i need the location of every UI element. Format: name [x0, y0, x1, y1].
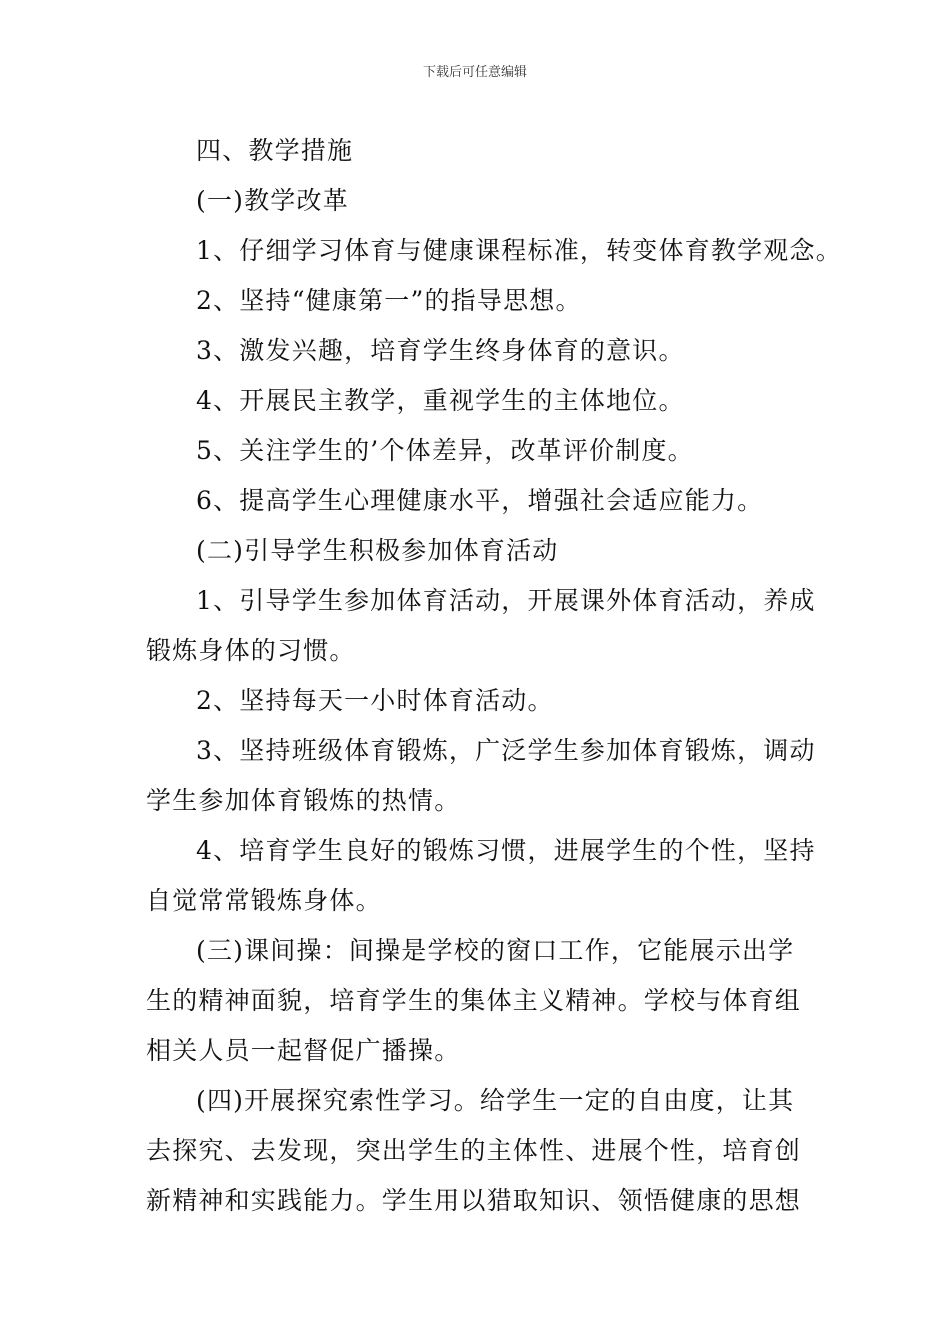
paragraph-line: 5、关注学生的’个体差异，改革评价制度。	[196, 436, 694, 465]
section-heading: 四、教学措施	[196, 136, 354, 165]
paragraph-line: 1、仔细学习体育与健康课程标准，转变体育教学观念。	[196, 236, 842, 265]
page-header: 下载后可任意编辑	[422, 65, 527, 80]
paragraph-line: 4、开展民主教学，重视学生的主体地位。	[196, 386, 685, 415]
paragraph-line: (三)课间操：间操是学校的窗口工作，它能展示出学	[196, 936, 795, 965]
paragraph-line: 自觉常常锻炼身体。	[146, 886, 382, 915]
paragraph-line: 6、提高学生心理健康水平，增强社会适应能力。	[196, 486, 764, 515]
paragraph-line: 1、引导学生参加体育活动，开展课外体育活动，养成	[196, 586, 816, 615]
paragraph-line: 2、坚持每天一小时体育活动。	[196, 686, 554, 715]
document-body	[146, 126, 842, 1226]
subsection-heading: (二)引导学生积极参加体育活动	[196, 536, 559, 565]
paragraph-line: 学生参加体育锻炼的热情。	[146, 786, 461, 815]
paragraph-line: 去探究、去发现，突出学生的主体性、进展个性，培育创	[146, 1136, 802, 1165]
paragraph-line: 相关人员一起督促广播操。	[146, 1036, 461, 1065]
paragraph-line: 生的精神面貌，培育学生的集体主义精神。学校与体育组	[146, 986, 802, 1015]
subsection-heading: (一)教学改革	[196, 186, 349, 215]
paragraph-line: 2、坚持“健康第一”的指导思想。	[196, 286, 582, 315]
paragraph-line: 4、培育学生良好的锻炼习惯，进展学生的个性，坚持	[196, 836, 816, 865]
paragraph-line: 锻炼身体的习惯。	[146, 636, 356, 665]
paragraph-line: (四)开展探究索性学习。给学生一定的自由度，让其	[196, 1086, 795, 1115]
paragraph-line: 3、激发兴趣，培育学生终身体育的意识。	[196, 336, 685, 365]
paragraph-line: 3、坚持班级体育锻炼，广泛学生参加体育锻炼，调动	[196, 736, 816, 765]
paragraph-line: 新精神和实践能力。学生用以猎取知识、领悟健康的思想	[146, 1186, 802, 1215]
